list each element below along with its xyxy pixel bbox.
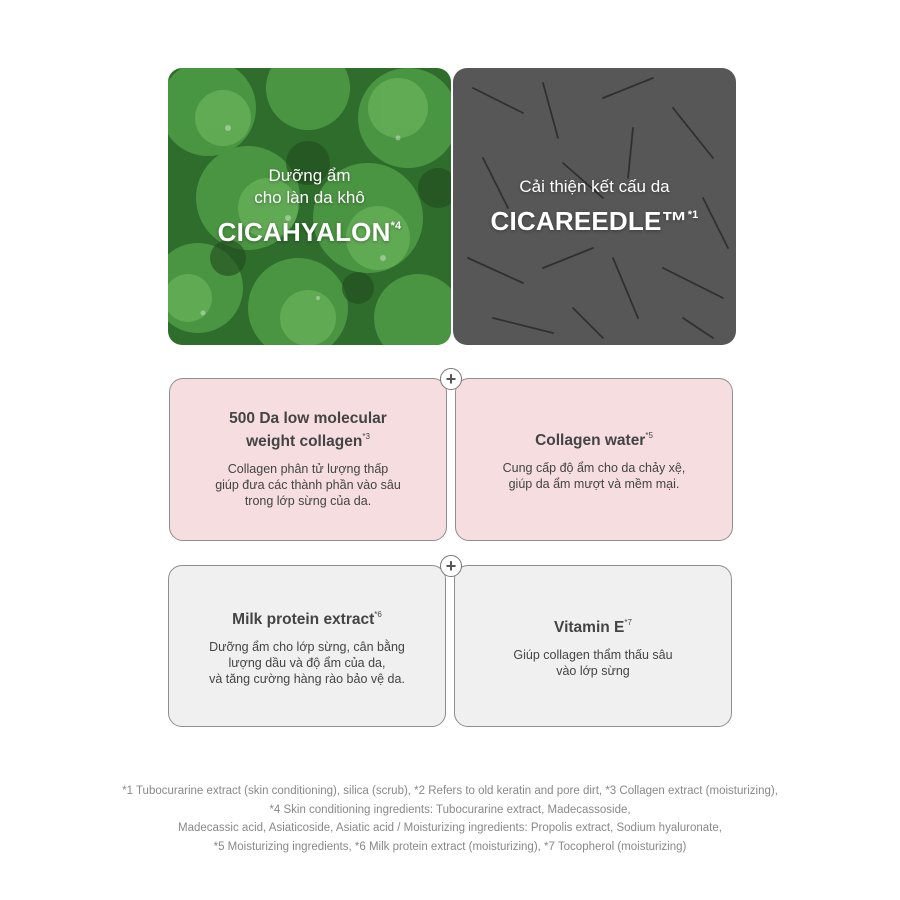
card-title: 500 Da low molecular weight collagen$^{*3}$ — [229, 410, 387, 450]
card-description: Collagen phân tử lượng thấp giúp đưa các thành phần vào sâu trong lớp sừng của da. — [215, 462, 401, 508]
ingredient-name: CICAREEDLE™$^{*1}$ — [490, 206, 699, 236]
tile-subtitle-line1: Cải thiện kết cấu da — [519, 177, 670, 196]
footnote-mark: *6 — [374, 609, 382, 619]
footnote-line: *1 Tubocurarine extract (skin conditioning), silica (scrub), *2 Refers to old keratin and pore dirt, *3 Collagen extract (moisturizing), — [122, 785, 778, 797]
footnote-mark: *3 — [362, 432, 370, 441]
card-description: Cung cấp độ ẩm cho da chảy xệ, giúp da ẩm mượt và mềm mại. — [502, 461, 686, 491]
tile-subtitle-line2: cho làn da khô — [254, 188, 365, 207]
ingredient-card-milk-protein — [168, 565, 446, 727]
footnote-line: *5 Moisturizing ingredients, *6 Milk protein extract (moisturizing), *7 Tocopherol (moisturizing) — [213, 840, 687, 853]
card-description: Giúp collagen thẩm thấu sâu vào lớp sừng — [513, 647, 673, 678]
footnote-mark: *4 — [390, 220, 402, 232]
cicahyalon-tile — [168, 68, 451, 345]
plus-icon: + — [440, 555, 462, 577]
ingredient-name: CICAHYALON$^{*4}$ — [217, 217, 402, 247]
ingredient-card-low-molecular-collagen — [169, 378, 447, 541]
footnote-mark: *5 — [645, 431, 653, 440]
footnote-mark: *7 — [624, 617, 632, 627]
card-description: Dưỡng ẩm cho lớp sừng, cân bằng lượng dầu và độ ẩm của da, và tăng cường hàng rào bảo vệ da. — [209, 639, 405, 686]
footnotes — [20, 782, 880, 856]
card-title: Milk protein extract$^{*6}$ — [232, 609, 382, 628]
ingredient-card-vitamin-e — [454, 565, 732, 727]
tile-subtitle-line1: Dưỡng ẩm — [268, 166, 351, 185]
footnote-mark: *1 — [687, 209, 699, 221]
plus-icon: + — [440, 368, 462, 390]
cicareedle-tile — [453, 68, 736, 345]
ingredient-card-collagen-water — [455, 378, 733, 541]
footnote-line: Madecassic acid, Asiaticoside, Asiatic acid / Moisturizing ingredients: Propolis extract, Sodium hyaluronate, — [178, 822, 722, 834]
footnote-line: *4 Skin conditioning ingredients: Tubocurarine extract, Madecassoside, — [269, 803, 631, 816]
card-title: Collagen water$^{*5}$ — [535, 431, 653, 449]
card-title: Vitamin $E^{*7}$ — [554, 617, 632, 636]
